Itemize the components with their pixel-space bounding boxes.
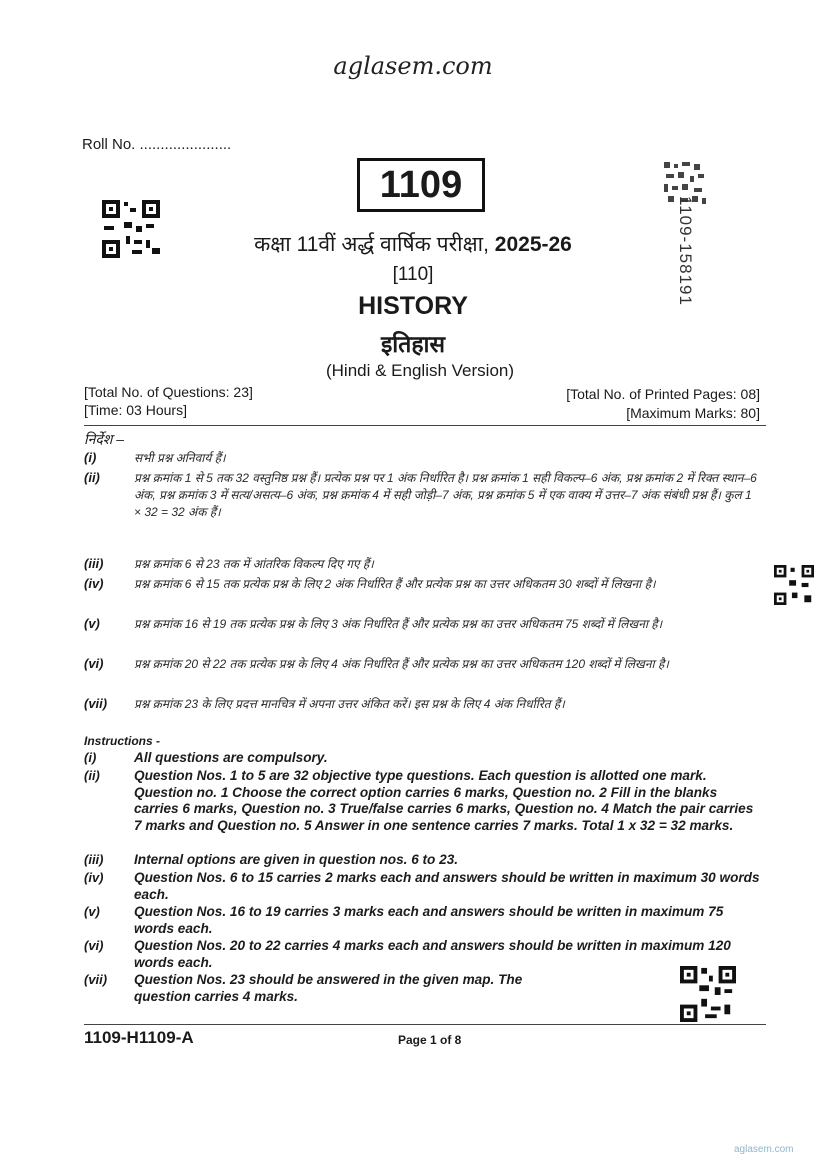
qr-code-icon xyxy=(680,966,736,1022)
paper-code-box: 1109 xyxy=(357,158,485,212)
item-text: प्रश्न क्रमांक 23 के लिए प्रदत्त मानचित्र में अपना उत्तर अंकित करें। इस प्रश्न के लिए 4 अंक निर्धारित हैं। xyxy=(134,697,565,711)
item-text: Question Nos. 6 to 15 carries 2 marks each and answers should be written in maximum 30 words each. xyxy=(134,870,760,902)
version-note: (Hindi & English Version) xyxy=(325,361,515,380)
header-divider xyxy=(84,425,766,426)
exam-time: [Time: 03 Hours] xyxy=(84,402,187,418)
item-number: (iv) xyxy=(84,870,104,885)
item-number: (i) xyxy=(84,750,97,765)
site-title: aglasem.com xyxy=(333,52,493,80)
item-text: प्रश्न क्रमांक 20 से 22 तक प्रत्येक प्रश्न के लिए 4 अंक निर्धारित हैं और प्रत्येक प्रश्न का उत्तर अधिकतम 120 शब्दों में लिखना है। xyxy=(134,657,669,671)
item-number: (vi) xyxy=(84,938,104,953)
exam-title-hindi: कक्षा 11वीं अर्द्ध वार्षिक परीक्षा, xyxy=(254,233,489,256)
item-number: (vi) xyxy=(84,656,104,671)
item-number: (vii) xyxy=(84,972,108,987)
printed-pages: [Total No. of Printed Pages: 08] xyxy=(566,386,760,402)
item-number: (vii) xyxy=(84,696,108,711)
roll-number-field: Roll No. ...................... xyxy=(82,136,232,153)
subject-title: HISTORY xyxy=(358,292,468,320)
footer-divider xyxy=(84,1024,766,1025)
item-text: प्रश्न क्रमांक 16 से 19 तक प्रत्येक प्रश्न के लिए 3 अंक निर्धारित हैं और प्रत्येक प्रश्न का उत्तर अधिकतम 75 शब्दों में लिखना है। xyxy=(134,617,663,631)
item-text: सभी प्रश्न अनिवार्य हैं। xyxy=(134,451,226,465)
serial-number: 1109-158191 xyxy=(676,196,695,306)
exam-title xyxy=(0,230,826,258)
exam-year: 2025-26 xyxy=(494,233,572,256)
item-text: Question Nos. 23 should be answered in the given map. The question carries 4 marks. xyxy=(134,972,523,1004)
item-text: प्रश्न क्रमांक 6 से 15 तक प्रत्येक प्रश्न के लिए 2 अंक निर्धारित हैं और प्रत्येक प्रश्न का उत्तर अधिकतम 30 शब्दों में लिखना है। xyxy=(134,577,656,591)
subject-code: [110] xyxy=(392,264,434,285)
item-number: (ii) xyxy=(84,470,100,485)
footer-paper-code: 1109-H1109-A xyxy=(84,1028,194,1047)
item-number: (v) xyxy=(84,616,100,631)
total-questions: [Total No. of Questions: 23] xyxy=(84,384,253,400)
item-text: All questions are compulsory. xyxy=(134,750,328,765)
item-text: Internal options are given in question nos. 6 to 23. xyxy=(134,852,459,867)
item-number: (iii) xyxy=(84,852,104,867)
maximum-marks: [Maximum Marks: 80] xyxy=(626,405,760,421)
item-number: (i) xyxy=(84,450,97,465)
subject-title-hindi: इतिहास xyxy=(380,331,446,357)
page-number: Page 1 of 8 xyxy=(398,1033,462,1047)
qr-code-icon xyxy=(774,565,814,605)
item-text: Question Nos. 20 to 22 carries 4 marks each and answers should be written in maximum 120 words each. xyxy=(134,938,731,970)
instructions-hindi-heading: निर्देश – xyxy=(84,431,125,447)
item-number: (v) xyxy=(84,904,100,919)
watermark: aglasem.com xyxy=(734,1144,794,1155)
instructions-english-heading: Instructions - xyxy=(84,734,161,748)
item-text: प्रश्न क्रमांक 1 से 5 तक 32 वस्तुनिष्ठ प्रश्न हैं। प्रत्येक प्रश्न पर 1 अंक निर्धारित है। प्रश्न क्रमांक 1 सही विकल्प–6 अंक, प्रश्न क्रमांक 2 में रिक्त स्थान–6 अंक, प्रश्न क्रमांक 3 में सत्य/असत्य–6 अंक, प्रश्न क्रमांक 4 में सही जोड़ी–7 अंक, प्रश्न क्रमांक 5 में एक वाक्य में उत्तर–7 अंक संबंधी प्रश्न हैं। कुल 1 × 32 = 32 अंक हैं। xyxy=(134,471,757,519)
item-number: (iii) xyxy=(84,556,104,571)
item-number: (iv) xyxy=(84,576,104,591)
item-number: (ii) xyxy=(84,768,100,783)
item-text: Question Nos. 1 to 5 are 32 objective type questions. Each question is allotted one mark. Question no. 1 Choose the correct option carries 6 marks, Question no. 2 Fill in the blanks carries 6 marks, Question no. 3 True/false carries 6 marks, Question no. 4 Match the pair carries 7 marks and Question no. 5 Answer in one sentence carries 7 marks. Total 1 x 32 = 32 marks. xyxy=(134,768,754,833)
item-text: Question Nos. 16 to 19 carries 3 marks each and answers should be written in maximum 75 words each. xyxy=(134,904,724,936)
item-text: प्रश्न क्रमांक 6 से 23 तक में आंतरिक विकल्प दिए गए हैं। xyxy=(134,557,374,571)
